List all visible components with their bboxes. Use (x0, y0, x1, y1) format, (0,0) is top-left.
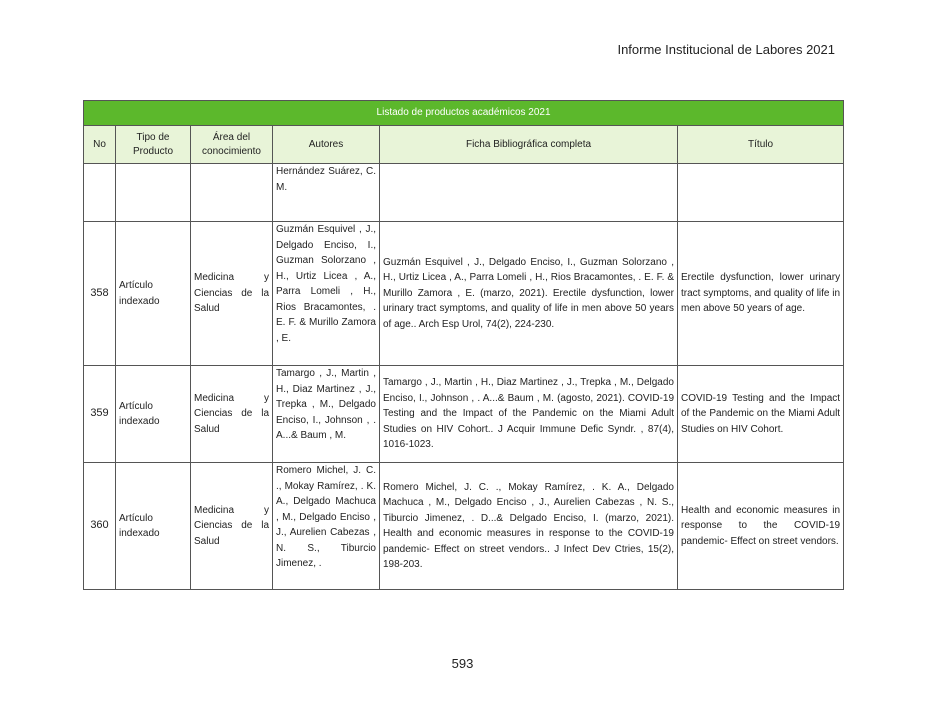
cell-autores: Hernández Suárez, C. M. (273, 164, 380, 222)
cell-ficha: Tamargo , J., Martin , H., Diaz Martinez , J., Trepka , M., Delgado Enciso, I., Johnson , . A...& Baum , M. (agosto, 2021). COVID-19 Testing and the Impact of the Pandemic on the Miami Adult Studies on HIV Cohort.. J Acquir Immune Defic Syndr. , 87(4), 1016-1023. (380, 366, 678, 463)
page-number: 593 (451, 656, 474, 671)
cell-ficha (380, 164, 678, 222)
cell-tipo: Artículo indexado (116, 463, 191, 590)
column-header-no: No (84, 126, 116, 164)
table-caption: Listado de productos académicos 2021 (84, 101, 844, 126)
document-header-title: Informe Institucional de Labores 2021 (617, 42, 835, 57)
table-row (84, 463, 844, 590)
column-header-titulo: Título (678, 126, 844, 164)
cell-tipo: Artículo indexado (116, 366, 191, 463)
academic-products-table (83, 100, 844, 590)
cell-ficha: Guzmán Esquivel , J., Delgado Enciso, I., Guzman Solorzano , H., Urtiz Licea , A., Parra Lomeli , H., Rios Bracamontes, . E. F. & Murillo Zamora , E. (marzo, 2021). Erectile dysfunction, lower urinary tract symptoms, and quality of life in men above 50 years of age.. Arch Esp Urol, 74(2), 224-230. (380, 222, 678, 366)
cell-no: 359 (84, 366, 116, 463)
cell-titulo: Health and economic measures in response to the COVID-19 pandemic- Effect on street vendors. (678, 463, 844, 590)
cell-autores: Guzmán Esquivel , J., Delgado Enciso, I., Guzman Solorzano , H., Urtiz Licea , A., Parra Lomeli , H., Rios Bracamontes, . E. F. & Murillo Zamora , E. (273, 222, 380, 366)
table-row (84, 164, 844, 222)
cell-area: Medicina y Ciencias de la Salud (191, 222, 273, 366)
cell-ficha: Romero Michel, J. C. ., Mokay Ramírez, . K. A., Delgado Machuca , M., Delgado Enciso , J., Aurelien Cabezas , N. S., Tiburcio Jimenez, . D...& Delgado Enciso, I. (marzo, 2021). Health and economic measures in response to the COVID-19 pandemic- Effect on street vendors.. J Infect Dev Ctries, 15(2), 198-203. (380, 463, 678, 590)
column-header-ficha: Ficha Bibliográfica completa (380, 126, 678, 164)
cell-area: Medicina y Ciencias de la Salud (191, 463, 273, 590)
table-row (84, 222, 844, 366)
cell-no (84, 164, 116, 222)
cell-no: 360 (84, 463, 116, 590)
cell-no: 358 (84, 222, 116, 366)
column-header-tipo: Tipo de Producto (116, 126, 191, 164)
table-header-row (84, 126, 844, 164)
cell-titulo: COVID-19 Testing and the Impact of the Pandemic on the Miami Adult Studies on HIV Cohort. (678, 366, 844, 463)
cell-titulo (678, 164, 844, 222)
cell-autores: Tamargo , J., Martin , H., Diaz Martinez , J., Trepka , M., Delgado Enciso, I., Johnson , . A...& Baum , M. (273, 366, 380, 463)
cell-tipo (116, 164, 191, 222)
table-caption-row (84, 101, 844, 126)
cell-titulo: Erectile dysfunction, lower urinary tract symptoms, and quality of life in men above 50 years of age. (678, 222, 844, 366)
cell-area (191, 164, 273, 222)
column-header-autores: Autores (273, 126, 380, 164)
cell-tipo: Artículo indexado (116, 222, 191, 366)
cell-area: Medicina y Ciencias de la Salud (191, 366, 273, 463)
table-row (84, 366, 844, 463)
cell-autores: Romero Michel, J. C. ., Mokay Ramírez, . K. A., Delgado Machuca , M., Delgado Enciso , J., Aurelien Cabezas , N. S., Tiburcio Jimenez, . (273, 463, 380, 590)
column-header-area: Área del conocimiento (191, 126, 273, 164)
